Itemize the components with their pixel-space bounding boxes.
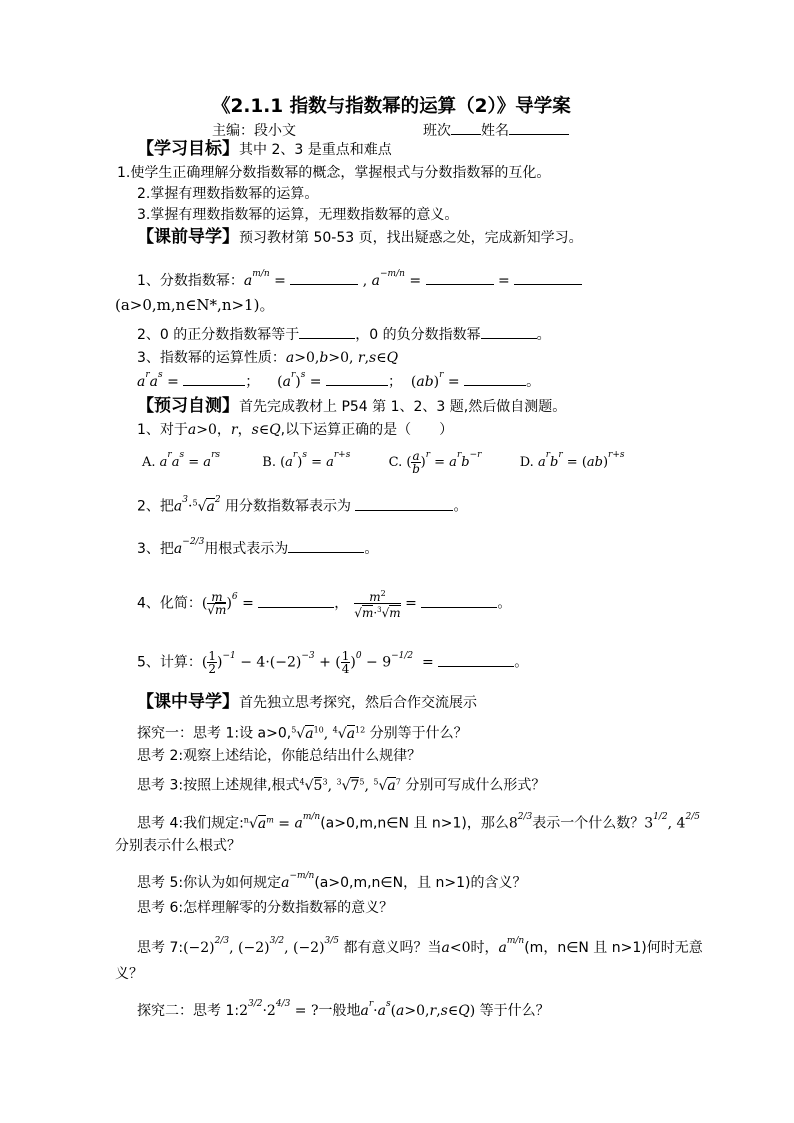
think7-label: 思考 7: [137, 940, 184, 956]
preview-q3-label: 3、指数幂的运算性质： [137, 350, 286, 366]
selftest-q3-label-a: 3、把 [137, 541, 174, 557]
selftest-q3: 3、把$a^{-2/3}$用根式表示为 。 [137, 537, 379, 557]
selftest-q4: 4、化简：( $\frac{m}{√m}$ )$^6$ = ， $\frac{m^2}{√m\cdot^3√m}$ = 。 [137, 589, 512, 620]
class-blank [451, 122, 481, 135]
think5: 思考 5:你认为如何规定$a^{-m/n}(a>0,m,n\in N$，且 n>1)的含义？ [137, 871, 527, 891]
preview-q3-rules: $a^ra^s$ = ； $(a^r)^s$ = ； (ab)$^r$ = 。 [137, 370, 541, 390]
preview-q2-label-b: ，0 的负分数指数幂 [355, 327, 481, 343]
explore2-think1-label: 探究二：思考 1: [137, 1003, 240, 1019]
selftest-q1: 1、对于a>0，r，s∈Q,以下运算正确的是（ ） [137, 422, 454, 438]
name-blank [509, 122, 569, 135]
goal-item: 1.使学生正确理解分数指数幂的概念，掌握根式与分数指数幂的互化。 [117, 165, 551, 181]
goal-item: 2.掌握有理数指数幂的运算。 [137, 186, 319, 202]
think5-label: 思考 5:你认为如何规定 [137, 875, 282, 891]
think3-tail: 分别可写成什么形式？ [405, 777, 546, 794]
explore1-think1-label: 探究一：思考 1:设 a>0, [137, 725, 292, 742]
preview-section-title: 【课前导学】 [137, 227, 239, 247]
preview-q1-label: 1、分数指数幂： [137, 273, 244, 289]
think4-line2: 分别表示什么根式？ [115, 838, 241, 854]
selftest-intro: 首先完成教材上 P54 第 1、2、3 题,然后做自测题。 [239, 399, 567, 415]
inclass-intro: 首先独立思考探究，然后合作交流展示 [239, 695, 477, 711]
preview-q2: 2、0 的正分数指数幂等于 ，0 的负分数指数幂 。 [137, 327, 551, 343]
goals-section-title: 【学习目标】 [137, 139, 239, 159]
selftest-heading [137, 397, 566, 416]
preview-heading [137, 228, 583, 247]
selftest-q5-label: 5、计算： [137, 654, 202, 671]
preview-q2-label-a: 2、0 的正分数指数幂等于 [137, 327, 300, 343]
think7-mid2: 时， [470, 940, 499, 956]
selftest-q5: 5、计算：( $\frac{1}{2}$ )$^{-1} - 4\cdot(-2)^{-3}$ + ( $\frac{1}{4}$ )$^0 - 9^{-1/2}$ = 。 [137, 649, 529, 676]
think3-label: 思考 3:按照上述规律,根式 [137, 777, 300, 794]
page-title: 《2.1.1 指数与指数幂的运算（2）》导学案 [212, 96, 571, 117]
selftest-q1-options: A. $a^ra^s = a^{rs}$ B. $(a^r)^s = a^{r+s}$ C. ( $\frac{a}{b}$ )$^r = a^rb^{-r}$ D. $a^rb^r = (ab)^{r+s}$ [142, 449, 625, 476]
preview-q1-condition: (a>0,m,n∈N*,n>1)。 [115, 296, 275, 314]
explore2-think1: 探究二：思考 $1:2^{3/2}\cdot 2^{4/3}$ = ?一般地$a^r\cdot a^s(a>0,r,s\in Q)$ 等于什么？ [137, 999, 550, 1019]
name-label: 姓名 [481, 123, 509, 139]
think7-tail: (m，n∈N 且 n>1)何时无意 [524, 940, 703, 956]
think4: 思考 4:我们规定$:^n√a^m$ = $a^{m/n}(a>0,m,n\in N$ 且 n>1)，那么$8^{2/3}$表示一个什么数？$3^{1/2}$, $4^{2/5}$ [137, 811, 700, 832]
selftest-q2-label-b: 用分数指数幂表示为 [225, 498, 352, 515]
goals-heading [137, 140, 392, 159]
think5-tail: (a>0,m,n∈N，且 n>1)的含义？ [314, 875, 527, 891]
selftest-q1-tail: 以下运算正确的是（ ） [285, 422, 454, 438]
selftest-q2: 2、把$a^3\cdot^5√a^2$ 用分数指数幂表示为 。 [137, 494, 468, 515]
think2: 思考 2:观察上述结论，你能总结出什么规律？ [137, 748, 422, 764]
editor-line: 主编：段小文 [212, 123, 296, 139]
preview-intro: 预习教材第 50-53 页，找出疑惑之处，完成新知学习。 [239, 230, 583, 246]
preview-q3: 3、指数幂的运算性质：a>0,b>0, r,s∈Q [137, 350, 399, 366]
think4-mid: (a>0,m,n∈N 且 n>1)，那么 [320, 815, 509, 832]
inclass-section-title: 【课中导学】 [137, 692, 239, 712]
class-label: 班次 [423, 123, 451, 139]
goals-intro: 其中 2、3 是重点和难点 [239, 142, 392, 158]
explore1-think1: 探究一：思考 1:设 $a>0,^5√a^{10}$, $^4√a^{12}$ 分别等于什么？ [137, 725, 468, 742]
selftest-q1-label: 1、对于 [137, 422, 188, 438]
explore2-think1-tail: 等于什么？ [479, 1003, 550, 1019]
explore2-think1-mid: 一般地 [318, 1003, 361, 1019]
class-name-line [423, 122, 569, 140]
goal-item: 3.掌握有理数指数幂的运算，无理数指数幂的意义。 [137, 207, 459, 223]
selftest-section-title: 【预习自测】 [137, 396, 239, 416]
think7-mid: 都有意义吗？当 [343, 940, 442, 956]
think7-line2: 义？ [115, 966, 143, 982]
think4-label: 思考 4:我们规定: [137, 815, 244, 832]
think6: 思考 6:怎样理解零的分数指数幂的意义？ [137, 900, 394, 916]
explore1-think1-tail: 分别等于什么？ [369, 725, 468, 742]
think7: 思考 $7:(-2)^{2/3}$, $(-2)^{3/2}$, $(-2)^{3/5}$ 都有意义吗？当a<0时，$a^{m/n}(m$，n∈N 且 n>1)何时无意 [137, 936, 703, 956]
selftest-q3-label-b: 用根式表示为 [204, 541, 289, 557]
preview-q1: 1、分数指数幂：$a^{m/n}$ = , $a^{-m/n}$ = = [137, 272, 582, 292]
inclass-heading [137, 693, 477, 712]
think3: 思考 3:按照上述规律,根式$^4√5^3$, $^3√7^5$, $^5√a^7$ 分别可写成什么形式？ [137, 777, 546, 794]
think4-tail: 表示一个什么数？ [532, 815, 645, 832]
selftest-q4-label: 4、化简： [137, 595, 202, 612]
selftest-q2-label-a: 2、把 [137, 498, 174, 515]
